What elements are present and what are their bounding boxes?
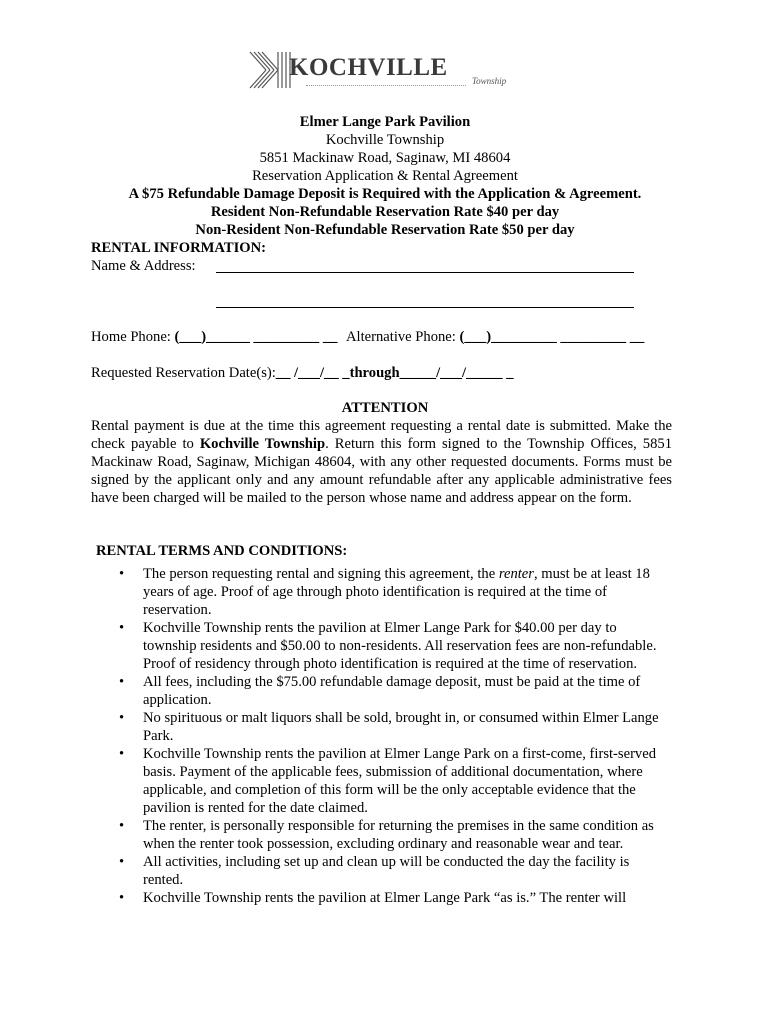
name-address-field-line-2[interactable] (216, 307, 634, 308)
logo-wordmark: KOCHVILLE (289, 54, 448, 81)
term-text: Kochville Township rents the pavilion at Elmer Lange Park on a first-come, first-served basis. Payment of the applicable fees, submission of additional documentation, where applicable, and completion of this form will be the only acceptable evidence that the pavilion is rented for the date claimed. (143, 746, 656, 816)
org-name: Kochville Township (325, 132, 445, 148)
name-address-label: Name & Address: (91, 258, 196, 274)
attention-text-2: . Return this form signed to the Township Offices, 5851 Mackinaw Road, Saginaw, Michigan 48604, with any other requested documents. Forms must be signed by the applicant only and any amount refundable after any applicable administrative fees have been charged will be mailed to the person whose name and address appear on the form. (91, 436, 672, 506)
park-title: Elmer Lange Park Pavilion (299, 114, 471, 130)
home-phone-row (91, 328, 337, 346)
bullet-icon: • (119, 674, 125, 690)
term-age-text-1: The person requesting rental and signing this agreement, the (143, 566, 499, 582)
term-text: All activities, including set up and clean up will be conducted the day the facility is rented. (143, 854, 630, 888)
bullet-icon: • (119, 818, 125, 834)
alt-phone-row (346, 328, 644, 346)
attention-text-1: Rental payment is due at the time this agreement requesting a rental date is submitted. Make the check payable to (91, 418, 672, 452)
terms-item (119, 817, 659, 853)
home-phone-field[interactable]: (___)______ _________ __ (174, 329, 338, 345)
bullet-icon: • (119, 854, 125, 870)
kochville-logo-mark-icon (248, 50, 292, 90)
reservation-dates-row (91, 364, 514, 382)
term-age-text-2: , must be at least 18 years of age. Proof of age through photo identification is required at the time of reservation. (143, 566, 650, 618)
logo-rule (306, 85, 466, 86)
payee-name: Kochville Township (199, 436, 326, 452)
bullet-icon: • (119, 890, 125, 906)
bullet-icon: • (119, 620, 125, 636)
alt-phone-label: Alternative Phone: (346, 329, 456, 345)
attention-heading: ATTENTION (341, 400, 429, 416)
resident-rate: Resident Non-Refundable Reservation Rate $40 per day (210, 204, 560, 220)
term-renter-word: renter (498, 566, 534, 582)
attention-paragraph (91, 417, 672, 507)
nonresident-rate: Non-Resident Non-Refundable Reservation Rate $50 per day (195, 222, 575, 238)
terms-heading: RENTAL TERMS AND CONDITIONS: (96, 543, 348, 559)
township-logo (248, 44, 518, 94)
terms-item (119, 889, 659, 907)
name-address-field-line-1[interactable] (216, 272, 634, 273)
logo-subtitle: Township (472, 76, 507, 86)
rental-info-heading: RENTAL INFORMATION: (91, 240, 266, 256)
bullet-icon: • (119, 746, 125, 762)
home-phone-label: Home Phone: (91, 329, 171, 345)
reservation-dates-field[interactable]: __ /___/__ _through_____/___/_____ _ (275, 365, 514, 381)
form-name: Reservation Application & Rental Agreement (252, 168, 518, 184)
term-text: No spirituous or malt liquors shall be sold, brought in, or consumed within Elmer Lange Park. (143, 710, 659, 744)
term-text: The renter, is personally responsible for returning the premises in the same condition as when the renter took possession, excluding ordinary and reasonable wear and tear. (143, 818, 654, 852)
terms-item (119, 619, 659, 673)
alt-phone-field[interactable]: (___)_________ _________ __ (459, 329, 645, 345)
terms-item (119, 853, 659, 889)
terms-list (119, 565, 659, 907)
terms-item (119, 745, 659, 817)
terms-item (119, 673, 659, 709)
org-address: 5851 Mackinaw Road, Saginaw, MI 48604 (259, 150, 511, 166)
deposit-notice: A $75 Refundable Damage Deposit is Required with the Application & Agreement. (128, 186, 642, 202)
term-text: Kochville Township rents the pavilion at Elmer Lange Park “as is.” The renter will (143, 890, 627, 906)
term-text: All fees, including the $75.00 refundable damage deposit, must be paid at the time of application. (143, 674, 641, 708)
term-text: Kochville Township rents the pavilion at Elmer Lange Park for $40.00 per day to township residents and $50.00 to non-residents. All reservation fees are non-refundable. Proof of residency through photo identification is required at the time of reservation. (143, 620, 657, 672)
reservation-dates-label: Requested Reservation Date(s): (91, 365, 276, 381)
bullet-icon: • (119, 710, 125, 726)
terms-item (119, 565, 659, 619)
bullet-icon: • (119, 566, 125, 582)
terms-item (119, 709, 659, 745)
